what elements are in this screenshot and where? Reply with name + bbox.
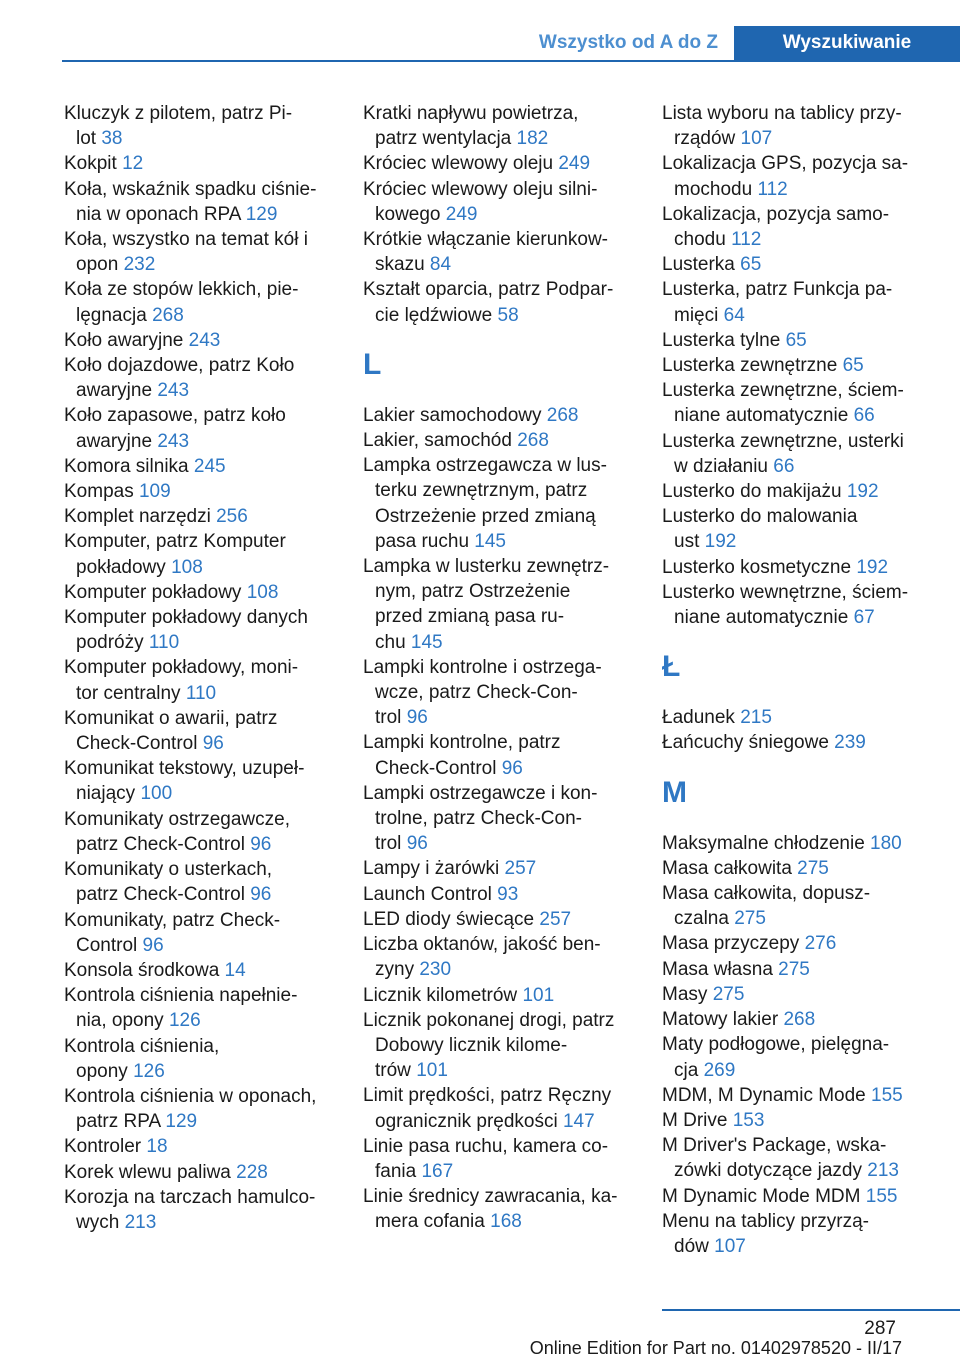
entry-text: czalna	[674, 908, 729, 930]
entry-text: Lusterko do malowania	[662, 506, 858, 528]
index-entry	[662, 429, 934, 479]
entry-text: cie lędźwiowe	[375, 304, 493, 326]
page-link[interactable]: 66	[773, 455, 795, 477]
entry-text: trów	[375, 1060, 411, 1082]
entry-text: Maksymalne chłodzenie	[662, 832, 865, 854]
index-entry	[64, 177, 336, 227]
page-link[interactable]: 153	[732, 1109, 765, 1131]
index-entry	[64, 277, 336, 327]
index-entry	[662, 705, 934, 730]
entry-text: ust	[674, 531, 700, 553]
page-link[interactable]: 96	[406, 707, 428, 729]
entry-text: Kontrola ciśnienia napełnie‐	[64, 985, 298, 1007]
index-entry	[662, 202, 934, 252]
section-tab: Wszystko od A do Z	[538, 32, 718, 53]
entry-text: Lokalizacja GPS, pozycja sa‐	[662, 153, 909, 175]
index-entry	[363, 907, 635, 932]
entry-text: Licznik kilometrów	[363, 984, 518, 1006]
footer-rule	[662, 1309, 960, 1311]
page-link[interactable]: 64	[723, 304, 745, 326]
page-link[interactable]: 228	[236, 1161, 268, 1183]
page-link[interactable]: 112	[757, 178, 788, 200]
entry-text: Lusterka zewnętrzne	[662, 355, 838, 377]
entry-text: Check-Control	[375, 757, 497, 779]
entry-text: Lampy i żarówki	[363, 858, 500, 880]
page-link[interactable]: 257	[504, 858, 537, 880]
entry-text: Komunikat o awarii, patrz	[64, 707, 278, 729]
index-entry	[662, 730, 934, 755]
index-entry	[662, 881, 934, 931]
entry-text: Kontroler	[64, 1136, 142, 1158]
entry-text: zówki dotyczące jazdy	[674, 1160, 862, 1182]
entry-text: Linie średnicy zawracania, ka‐	[363, 1186, 618, 1208]
entry-text: awaryjne	[76, 380, 153, 402]
entry-text: trolne, patrz Check-Con‐	[375, 808, 582, 830]
entry-text: wcze, patrz Check-Con‐	[375, 682, 578, 704]
index-entry	[662, 1032, 934, 1082]
index-entry	[363, 882, 635, 907]
page-link[interactable]: 269	[703, 1059, 736, 1081]
index-entry	[64, 328, 336, 353]
entry-text: Lampka w lusterku zewnętrz‐	[363, 556, 610, 578]
entry-text: Lakier, samochód	[363, 430, 512, 452]
index-entry	[64, 504, 336, 529]
index-column-1	[64, 101, 336, 1235]
entry-text: Łańcuchy śniegowe	[662, 732, 829, 754]
index-entry	[363, 101, 635, 151]
entry-text: trol	[375, 833, 402, 855]
entry-text: Korozja na tarczach hamulco‐	[64, 1186, 316, 1208]
index-entry	[363, 554, 635, 655]
page-link[interactable]: 129	[165, 1111, 198, 1133]
index-entry	[64, 807, 336, 857]
page-link[interactable]: 58	[497, 304, 519, 326]
entry-text: Komputer pokładowy	[64, 581, 242, 603]
index-entry	[363, 730, 635, 780]
entry-text: Lampki ostrzegawcze i kon‐	[363, 782, 598, 804]
entry-text: M Dynamic Mode MDM	[662, 1185, 861, 1207]
page-link[interactable]: 65	[785, 329, 807, 351]
page-link[interactable]: 182	[516, 128, 549, 150]
page-link[interactable]: 268	[783, 1009, 816, 1031]
page-link[interactable]: 108	[246, 581, 279, 603]
page-number: 287	[864, 1318, 896, 1339]
page-link[interactable]: 268	[546, 404, 579, 426]
entry-text: patrz Check-Control	[76, 884, 245, 906]
index-entry	[662, 1184, 934, 1209]
index-entry	[363, 453, 635, 554]
entry-text: Komputer pokładowy, moni‐	[64, 657, 299, 679]
header-rule	[62, 60, 960, 62]
index-entry	[363, 1083, 635, 1133]
entry-text: Kratki napływu powietrza,	[363, 103, 579, 124]
page-link[interactable]: 192	[704, 531, 737, 553]
page-link[interactable]: 215	[740, 707, 772, 729]
page-link[interactable]: 155	[871, 1084, 903, 1106]
entry-text: Koło dojazdowe, patrz Koło	[64, 355, 295, 377]
index-entry	[662, 378, 934, 428]
page-link[interactable]: 96	[202, 733, 224, 755]
index-entry	[363, 227, 635, 277]
entry-text: Limit prędkości, patrz Ręczny	[363, 1085, 612, 1107]
page-link[interactable]: 100	[140, 783, 173, 805]
page-link[interactable]: 65	[740, 254, 762, 276]
page-link[interactable]: 145	[474, 530, 506, 552]
page-link[interactable]: 129	[245, 203, 278, 225]
entry-text: Ładunek	[662, 707, 735, 729]
entry-text: Lusterka tylne	[662, 329, 781, 351]
page-link[interactable]: 126	[168, 1010, 201, 1032]
page-link[interactable]: 245	[193, 455, 226, 477]
entry-text: Komunikaty o usterkach,	[64, 859, 273, 881]
entry-text: nia, opony	[76, 1010, 164, 1032]
entry-text: tor centralny	[76, 682, 181, 704]
entry-text: Masa całkowita	[662, 857, 792, 879]
entry-text: Licznik pokonanej drogi, patrz	[363, 1009, 615, 1031]
page-link[interactable]: 276	[804, 933, 837, 955]
entry-text: Króciec wlewowy oleju	[363, 153, 554, 175]
page-link[interactable]: 239	[834, 732, 866, 754]
entry-text: patrz RPA	[76, 1111, 161, 1133]
entry-text: Króciec wlewowy oleju silni‐	[363, 178, 598, 200]
entry-text: nia w oponach RPA	[76, 203, 241, 225]
entry-text: Check-Control	[76, 733, 198, 755]
page-link[interactable]: 243	[157, 380, 190, 402]
page-link[interactable]: 275	[734, 908, 766, 930]
index-entry	[64, 454, 336, 479]
page-link[interactable]: 192	[856, 556, 889, 578]
index-entry	[363, 983, 635, 1008]
entry-text: patrz wentylacja	[375, 128, 512, 150]
page-link[interactable]: 38	[101, 128, 123, 150]
index-entry	[363, 655, 635, 731]
entry-text: trol	[375, 707, 402, 729]
index-entry	[64, 529, 336, 579]
entry-text: Masa przyczepy	[662, 933, 800, 955]
page-link[interactable]: 145	[410, 631, 443, 653]
entry-text: M Drive	[662, 1109, 728, 1131]
page-link[interactable]: 96	[250, 884, 272, 906]
index-entry	[662, 1108, 934, 1133]
entry-text: ogranicznik prędkości	[375, 1110, 558, 1132]
entry-text: Komunikat tekstowy, uzupeł‐	[64, 758, 305, 780]
page-link[interactable]: 230	[419, 959, 452, 981]
page-link[interactable]: 275	[712, 983, 745, 1005]
index-entry	[64, 857, 336, 907]
index-entry	[363, 151, 635, 176]
entry-text: Komplet narzędzi	[64, 506, 211, 528]
index-entry	[363, 1134, 635, 1184]
page-link[interactable]: 14	[224, 959, 246, 981]
entry-text: Lista wyboru na tablicy przy‐	[662, 103, 902, 124]
page-link[interactable]: 110	[185, 682, 217, 704]
page-link[interactable]: 147	[562, 1110, 595, 1132]
entry-text: Lakier samochodowy	[363, 404, 542, 426]
page-link[interactable]: 180	[870, 832, 902, 854]
index-entry	[662, 957, 934, 982]
index-entry	[64, 227, 336, 277]
entry-text: lot	[76, 128, 97, 150]
entry-text: chu	[375, 631, 406, 653]
letter-heading: M	[662, 775, 687, 809]
entry-text: Korek wlewu paliwa	[64, 1161, 231, 1183]
entry-text: niający	[76, 783, 136, 805]
letter-heading: Ł	[662, 650, 681, 684]
page-header	[62, 26, 960, 62]
entry-text: Lusterko wewnętrzne, ściem‐	[662, 581, 909, 603]
index-entry	[363, 403, 635, 428]
entry-text: Kontrola ciśnienia,	[64, 1035, 220, 1057]
page-link[interactable]: 243	[188, 329, 221, 351]
entry-text: mochodu	[674, 178, 753, 200]
index-entry	[662, 555, 934, 580]
entry-text: Koła ze stopów lekkich, pie‐	[64, 279, 299, 301]
entry-text: Koło zapasowe, patrz koło	[64, 405, 286, 427]
page-link[interactable]: 112	[731, 229, 762, 251]
entry-text: cja	[674, 1059, 699, 1081]
index-entry	[363, 1184, 635, 1234]
entry-text: opon	[76, 254, 119, 276]
page-link[interactable]: 257	[539, 908, 572, 930]
index-entry	[64, 403, 336, 453]
index-entry	[363, 932, 635, 982]
page-link[interactable]: 96	[501, 757, 523, 779]
entry-text: niane automatycznie	[674, 607, 849, 629]
entry-text: skazu	[375, 254, 425, 276]
entry-text: rządów	[674, 128, 736, 150]
page-link[interactable]: 249	[445, 203, 478, 225]
index-entry	[64, 1084, 336, 1134]
page-link[interactable]: 93	[497, 883, 519, 905]
entry-text: patrz Check-Control	[76, 833, 245, 855]
entry-text: mięci	[674, 304, 719, 326]
entry-text: Kompas	[64, 481, 134, 503]
index-entry	[64, 655, 336, 705]
index-entry	[662, 1007, 934, 1032]
entry-text: pokładowy	[76, 556, 166, 578]
page-link[interactable]: 109	[138, 481, 171, 503]
entry-text: Koła, wszystko na temat kół i	[64, 229, 308, 251]
entry-text: LED diody świecące	[363, 908, 535, 930]
index-entry	[64, 706, 336, 756]
entry-text: chodu	[674, 229, 726, 251]
index-entry	[64, 151, 336, 176]
page-link[interactable]: 96	[250, 833, 272, 855]
entry-text: fania	[375, 1160, 417, 1182]
index-entry	[662, 580, 934, 630]
index-entry	[64, 1034, 336, 1084]
index-entry	[363, 856, 635, 881]
page-link[interactable]: 110	[148, 632, 180, 654]
entry-text: Lusterka	[662, 254, 735, 276]
page-link[interactable]: 168	[490, 1211, 522, 1233]
entry-text: lęgnacja	[76, 304, 147, 326]
index-entry	[662, 479, 934, 504]
entry-text: Komputer pokładowy danych	[64, 607, 308, 629]
page-link[interactable]: 84	[429, 254, 452, 276]
entry-text: Kształt oparcia, patrz Podpar‐	[363, 279, 614, 301]
entry-text: mera cofania	[375, 1211, 485, 1233]
index-entry	[363, 277, 635, 327]
entry-text: Lusterka, patrz Funkcja pa‐	[662, 279, 893, 301]
page-link[interactable]: 67	[853, 607, 875, 629]
index-entry	[662, 1209, 934, 1259]
entry-text: Koło awaryjne	[64, 329, 184, 351]
page-link[interactable]: 18	[146, 1136, 168, 1158]
page-link[interactable]: 249	[558, 153, 591, 175]
entry-text: Kluczyk z pilotem, patrz Pi‐	[64, 103, 293, 124]
page-link[interactable]: 243	[157, 430, 190, 452]
active-tab: Wyszukiwanie	[734, 26, 960, 62]
entry-text: Lusterka zewnętrzne, usterki	[662, 430, 904, 452]
edition-note: Online Edition for Part no. 01402978520 - II/17	[529, 1338, 902, 1358]
index-entry	[363, 1008, 635, 1084]
entry-text: Konsola środkowa	[64, 959, 220, 981]
entry-text: przed zmianą pasa ru‐	[375, 606, 565, 628]
entry-text: Komora silnika	[64, 455, 189, 477]
page-link[interactable]: 96	[406, 833, 428, 855]
index-entry	[64, 1160, 336, 1185]
entry-text: terku zewnętrznym, patrz	[375, 480, 588, 502]
entry-text: Matowy lakier	[662, 1009, 779, 1031]
entry-text: Krótkie włączanie kierunkow‐	[363, 229, 608, 251]
page-link[interactable]: 256	[216, 506, 248, 528]
page-link[interactable]: 232	[123, 254, 156, 276]
page-link[interactable]: 213	[867, 1160, 899, 1182]
index-entry	[662, 1133, 934, 1183]
page-link[interactable]: 107	[714, 1235, 746, 1257]
index-entry	[64, 983, 336, 1033]
page-link[interactable]: 275	[797, 857, 829, 879]
index-entry	[662, 831, 934, 856]
entry-text: awaryjne	[76, 430, 153, 452]
index-entry	[662, 504, 934, 554]
entry-text: wych	[76, 1211, 120, 1233]
page-link[interactable]: 268	[517, 430, 549, 452]
entry-text: opony	[76, 1060, 128, 1082]
index-entry	[662, 277, 934, 327]
page-link[interactable]: 167	[421, 1160, 454, 1182]
page-link[interactable]: 213	[124, 1211, 157, 1233]
entry-text: niane automatycznie	[674, 405, 849, 427]
page-link[interactable]: 66	[853, 405, 875, 427]
entry-text: Lusterka zewnętrzne, ściem‐	[662, 380, 904, 402]
entry-text: Menu na tablicy przyrzą‐	[662, 1210, 869, 1232]
entry-text: dów	[674, 1235, 709, 1257]
page-link[interactable]: 107	[740, 128, 773, 150]
entry-text: Lokalizacja, pozycja samo‐	[662, 203, 890, 225]
page-link[interactable]: 126	[133, 1060, 165, 1082]
entry-text: pasa ruchu	[375, 530, 470, 552]
entry-text: M Driver's Package, wska‐	[662, 1135, 887, 1157]
page-link[interactable]: 12	[122, 153, 144, 175]
index-entry	[64, 756, 336, 806]
entry-text: Kokpit	[64, 153, 117, 175]
entry-text: Koła, wskaźnik spadku ciśnie‐	[64, 178, 317, 200]
entry-text: Lampki kontrolne, patrz	[363, 732, 561, 754]
index-entry	[64, 479, 336, 504]
entry-text: Masa całkowita, dopusz‐	[662, 883, 871, 905]
entry-text: Liczba oktanów, jakość ben‐	[363, 934, 601, 956]
index-entry	[662, 931, 934, 956]
entry-text: w działaniu	[674, 455, 768, 477]
entry-text: Komputer, patrz Komputer	[64, 531, 286, 553]
entry-text: Masy	[662, 983, 708, 1005]
entry-text: kowego	[375, 203, 441, 225]
page-link[interactable]: 275	[778, 958, 810, 980]
entry-text: Maty podłogowe, pielęgna‐	[662, 1034, 890, 1056]
index-entry	[662, 328, 934, 353]
index-entry	[64, 605, 336, 655]
page-link[interactable]: 101	[416, 1060, 448, 1082]
index-entry	[363, 428, 635, 453]
entry-text: MDM, M Dynamic Mode	[662, 1084, 866, 1106]
entry-text: Linie pasa ruchu, kamera co‐	[363, 1135, 609, 1157]
index-entry	[662, 101, 934, 151]
index-entry	[64, 1185, 336, 1235]
index-entry	[662, 982, 934, 1007]
index-entry	[662, 353, 934, 378]
entry-text: Control	[76, 934, 138, 956]
entry-text: Komunikaty, patrz Check-	[64, 909, 281, 931]
index-column-3	[662, 101, 934, 1259]
index-entry	[64, 1134, 336, 1159]
entry-text: Lusterko kosmetyczne	[662, 556, 852, 578]
index-entry	[662, 151, 934, 201]
page-link[interactable]: 108	[171, 556, 203, 578]
index-entry	[662, 856, 934, 881]
index-entry	[64, 580, 336, 605]
page-link[interactable]: 192	[846, 481, 879, 503]
entry-text: Lusterko do makijażu	[662, 481, 842, 503]
index-column-2	[363, 101, 635, 1235]
entry-text: Kontrola ciśnienia w oponach,	[64, 1085, 317, 1107]
letter-heading: L	[363, 347, 382, 381]
entry-text: zyny	[375, 959, 415, 981]
entry-text: Komunikaty ostrzegawcze,	[64, 808, 290, 830]
entry-text: podróży	[76, 632, 144, 654]
index-entry	[64, 958, 336, 983]
entry-text: Ostrzeżenie przed zmianą	[375, 505, 596, 527]
page-link[interactable]: 101	[522, 984, 555, 1006]
entry-text: Dobowy licznik kilome‐	[375, 1034, 568, 1056]
entry-text: Lampki kontrolne i ostrzega‐	[363, 656, 602, 678]
entry-text: Launch Control	[363, 883, 492, 905]
index-entry	[64, 908, 336, 958]
index-entry	[363, 781, 635, 857]
index-entry	[64, 353, 336, 403]
page-link[interactable]: 268	[152, 304, 184, 326]
entry-text: Masa własna	[662, 958, 773, 980]
index-entry	[64, 101, 336, 151]
index-entry	[363, 177, 635, 227]
entry-text: nym, patrz Ostrzeżenie	[375, 581, 571, 603]
index-entry	[662, 1083, 934, 1108]
page-link[interactable]: 96	[142, 934, 164, 956]
index-entry	[662, 252, 934, 277]
entry-text: Lampka ostrzegawcza w lus‐	[363, 455, 607, 477]
page-link[interactable]: 65	[842, 355, 864, 377]
page-link[interactable]: 155	[865, 1185, 898, 1207]
